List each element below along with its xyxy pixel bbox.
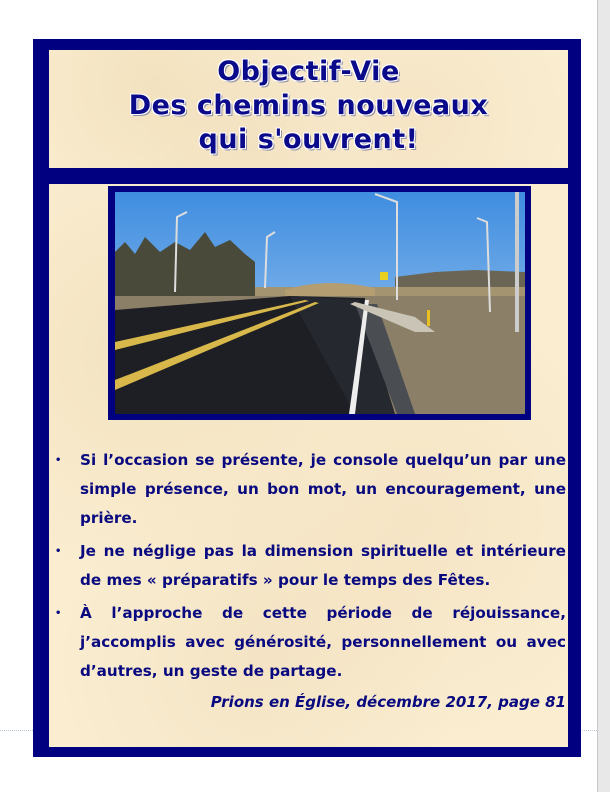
title-line-1: Objectif-Vie xyxy=(217,56,400,87)
source-citation: Prions en Église, décembre 2017, page 81 xyxy=(210,693,566,711)
bullet-icon: • xyxy=(55,546,62,557)
bullet-icon: • xyxy=(55,608,62,619)
list-item-text: Si l’occasion se présente, je console quelqu’un par une simple présence, un bon mot, un encouragement, une prière. xyxy=(80,451,566,527)
list-item xyxy=(49,537,566,595)
title-line-3: qui s'ouvrent! xyxy=(198,124,419,155)
content-box xyxy=(49,184,568,747)
page-edge xyxy=(597,0,610,792)
title-line-2: Des chemins nouveaux xyxy=(128,90,489,121)
title-box xyxy=(49,50,568,168)
list-item xyxy=(49,599,566,686)
road-photo xyxy=(115,192,525,414)
list-item-text: Je ne néglige pas la dimension spirituelle et intérieure de mes « préparatifs » pour le temps des Fêtes. xyxy=(80,542,566,589)
list-item xyxy=(49,446,566,533)
photo-frame xyxy=(108,186,531,420)
bullet-list xyxy=(49,446,566,690)
list-item-text: À l’approche de cette période de réjouissance, j’accomplis avec générosité, personnellement ou avec d’autres, un geste de partage. xyxy=(80,604,566,680)
page-title xyxy=(49,50,568,157)
bullet-icon: • xyxy=(55,455,62,466)
